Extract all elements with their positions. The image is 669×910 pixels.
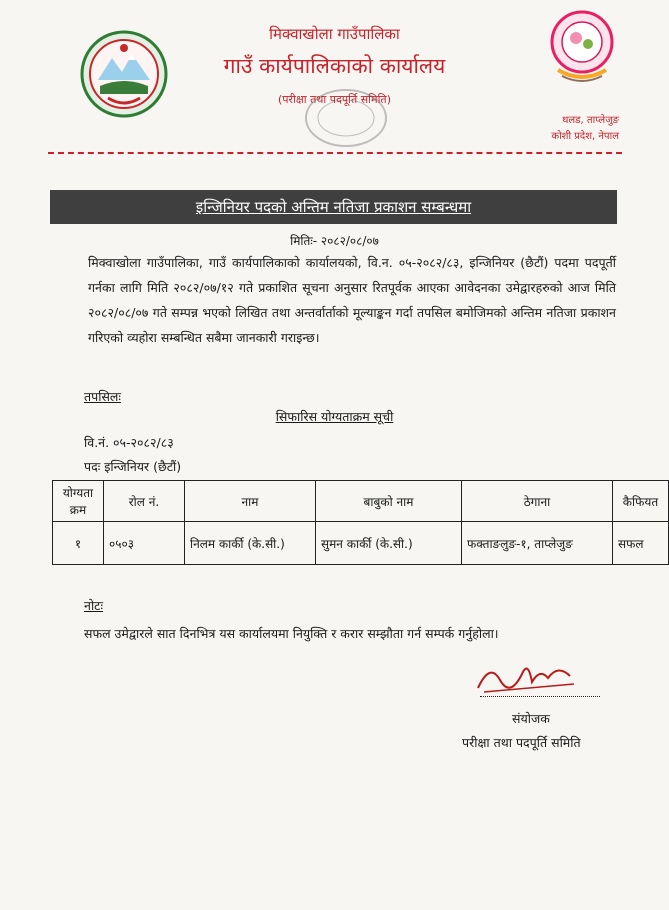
signature-line bbox=[480, 696, 600, 697]
col-father-header: बाबुको नाम bbox=[316, 481, 462, 522]
cell-address: फक्ताङलुङ-१, ताप्लेजुङ bbox=[462, 522, 613, 565]
signatory-committee: परीक्षा तथा पदपूर्ति समिति bbox=[462, 735, 581, 750]
results-table bbox=[52, 480, 669, 565]
col-remark-header: कैफियत bbox=[613, 481, 669, 522]
notice-date: मितिः- २०८२/०८/०७ bbox=[290, 234, 379, 248]
notice-body: मिक्वाखोला गाउँपालिका, गाउँ कार्यपालिकाको कार्यालयको, वि.न. ०५-२०८२/८३, इन्जिनियर (छैटौं) पदमा पदपूर्ती गर्नका लागि मिति २०८२/०७/१२ गते प्रकाशित सूचना अनुसार रितपूर्वक आएका आवेदनका उमेद्वारहरुको आज मिति २०८२/०८/०७ गते सम्पन्न भएको लिखित तथा अन्तर्वार्ताको मूल्याङ्कन गर्दा तपसिल बमोजिमको अन्तिम नतिजा प्रकाशन गरिएको व्यहोरा सम्बन्धित सबैमा जानकारी गराइन्छ। bbox=[88, 255, 616, 345]
cell-father: सुमन कार्की (के.सी.) bbox=[316, 522, 462, 565]
table-header-row bbox=[53, 481, 669, 522]
col-name-header: नाम bbox=[185, 481, 316, 522]
recommendation-list-title: सिफारिस योग्यताक्रम सूची bbox=[275, 409, 394, 424]
cell-roll: ०५०३ bbox=[104, 522, 185, 565]
col-address-header: ठेगाना bbox=[462, 481, 613, 522]
address-line-2: कोशी प्रदेश, नेपाल bbox=[551, 131, 619, 142]
office-stamp-icon bbox=[300, 84, 392, 152]
cell-rank: १ bbox=[53, 522, 104, 565]
details-label: तपसिलः bbox=[84, 389, 121, 404]
post-name: पदः इन्जिनियर (छैटौं) bbox=[84, 459, 182, 474]
advertisement-number: वि.नं. ०५-२०८२/८३ bbox=[84, 435, 174, 450]
note-text: सफल उमेद्वारले सात दिनभित्र यस कार्यालयमा नियुक्ति र करार सम्झौता गर्न सम्पर्क गर्नुहोला। bbox=[84, 626, 499, 641]
address-line-1: थलड, ताप्लेजुङ bbox=[562, 115, 619, 126]
signature-icon bbox=[470, 654, 588, 700]
col-rank-header: योग्यता क्रम bbox=[53, 481, 104, 522]
cell-name: निलम कार्की (के.सी.) bbox=[185, 522, 316, 565]
signatory-title: संयोजक bbox=[512, 711, 550, 726]
municipality-name: मिक्वाखोला गाउँपालिका bbox=[269, 25, 400, 43]
note-label: नोटः bbox=[84, 598, 104, 613]
cell-remark: सफल bbox=[613, 522, 669, 565]
subject-heading: इन्जिनियर पदको अन्तिम नतिजा प्रकाशन सम्बन्धमा bbox=[50, 190, 617, 224]
header-divider bbox=[48, 152, 622, 154]
col-roll-header: रोल नं. bbox=[104, 481, 185, 522]
office-title: गाउँ कार्यपालिकाको कार्यालय bbox=[223, 54, 446, 78]
table-row bbox=[53, 522, 669, 565]
committee-subtitle: (परीक्षा तथा पदपूर्ति समिति) bbox=[278, 93, 391, 106]
